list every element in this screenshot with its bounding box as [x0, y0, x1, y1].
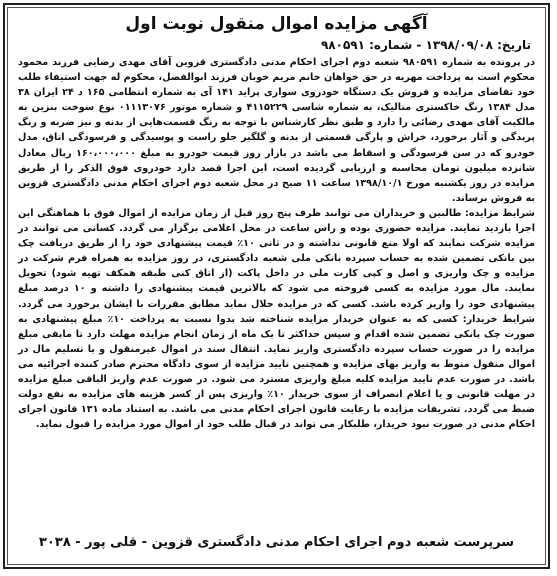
notice-frame	[3, 3, 550, 569]
notice-paragraph-case: در پرونده به شماره ۹۸۰۵۹۱ شعبه دوم اجرای احکام مدنی دادگستری قزوین آقای مهدی رضایی فرزند محمود محکوم است به پرداخت مهریه در حق خواهان خانم مریم خوبان فرزند ابوالفضل، محکوم له جهت استیفاء طلب خود تقاضای مزایده و فروش یک دستگاه خودروی سواری پراید ۱۴۱ آی به شماره انتظامی ۱۶۵ د ۲۴ ایران ۳۸ مدل ۱۳۸۴ رنگ خاکستری متالیک، به شماره شاسی ۴۱۱۵۲۲۹ و شماره موتور ۰۱۱۱۳۰۷۶ نوع سوخت بنزین به مالکیت آقای مهدی رضائی را دارد و طبق نظر کارشناس با توجه به رنگ قسمت‌هایی از بدنه و نیز ضربه و رنگ پریدگی و آثار برخورد، خراش و پارگی قسمتی از بدنه و گلگیر جلو راست و پوسیدگی و فرسودگی اتاق، مدل خودرو که در سن فرسودگی و اسقاط می باشد در بازار روز قیمت خودرو به مبلغ ۱۶۰،۰۰۰،۰۰۰ ریال معادل شانزده میلیون تومان محاسبه و ارزیابی گردیده است، این اجرا قصد دارد خودروی فوق الذکر را از طریق مزایده در روز یکشنبه مورخ ۱۳۹۸/۱۰/۱ ساعت ۱۱ صبح در محل شعبه دوم اجرای احکام مدنی دادگستری قزوین به فروش برساند.	[18, 57, 536, 204]
notice-title: آگهی مزایده اموال منقول نوبت اول	[125, 14, 428, 34]
notice-date-number: تاریخ: ۱۳۹۸/۰۹/۰۸ - شماره: ۹۸۰۵۹۱	[320, 38, 531, 52]
notice-signature: سرپرست شعبه دوم اجرای احکام مدنی دادگستری قزوین - قلی پور - ۳۰۳۸	[38, 535, 515, 550]
notice-body	[18, 55, 535, 432]
notice-inner-border	[7, 7, 546, 565]
notice-paragraph-conditions: شرایط مزایده: طالبین و خریداران می توانند ظرف پنج روز قبل از زمان مزایده از اموال فوق با هماهنگی این اجرا بازدید نمایند. مزایده حضوری بوده و راس ساعت در محل اعلامی برگزار می گردد. کسانی می توانند در مزایده شرکت نمایند که اولا منع قانونی نداشته و در ثانی ۱۰٪ قیمت پیشنهادی خود را از طریق دریافت چک بین بانکی تضمین شده به حساب سپرده بانکی ملی شعبه دادگستری، در روز مزایده به همراه فرم شرکت در مزایده و چک واریزی و اصل و کپی کارت ملی در داخل پاکت (از اتاق کنی طبقه همکف تهیه شود) تحویل نمایند. مال مورد مزایده به کسی فروخته می شود که بالاترین قیمت پیشنهادی را داشته و ۱۰ درصد مبلغ پیشنهادی خود را واریز کرده باشد. کسی که در مزایده خلال نماید مطابق مقررات با ایشان برخورد می گردد. شرایط خریدار: کسی که به عنوان خریدار مزایده شناخته شد بدوا نسبت به پرداخت ۱۰٪ مبلغ پیشنهادی به صورت چک بانکی تضمین شده اقدام و سپس حداکثر تا یک ماه از زمان انجام مزایده مهلت دارد تا مابقی مبلغ مزایده را در صورت حساب سپرده دادگستری واریز نماید. انتقال سند در اموال غیرمنقول و یا تسلیم مال در اموال منقول منوط به واریز بهای مزایده و همچنین تایید مزایده از سوی دادگاه محترم صادر کننده اجرائیه می باشد. در صورت عدم تایید مزایده کلیه مبلغ واریزی مسترد می شود. در صورت عدم واریز الباقی مبلغ مزایده در مهلت قانونی و یا اعلام انصراف از سوی خریدار ۱۰٪ واریزی پس از کسر هزینه های مزایده به نفع دولت ضبط می گردد. تشریفات مزایده با رعایت قانون اجرای احکام مدنی می باشد. به استناد ماده ۱۳۱ قانون اجرای احکام مدنی در صورت نبود خریدار، طلبکار می تواند در قبال طلب خود از اموال مورد مزایده را قبول نماید.	[18, 207, 536, 431]
